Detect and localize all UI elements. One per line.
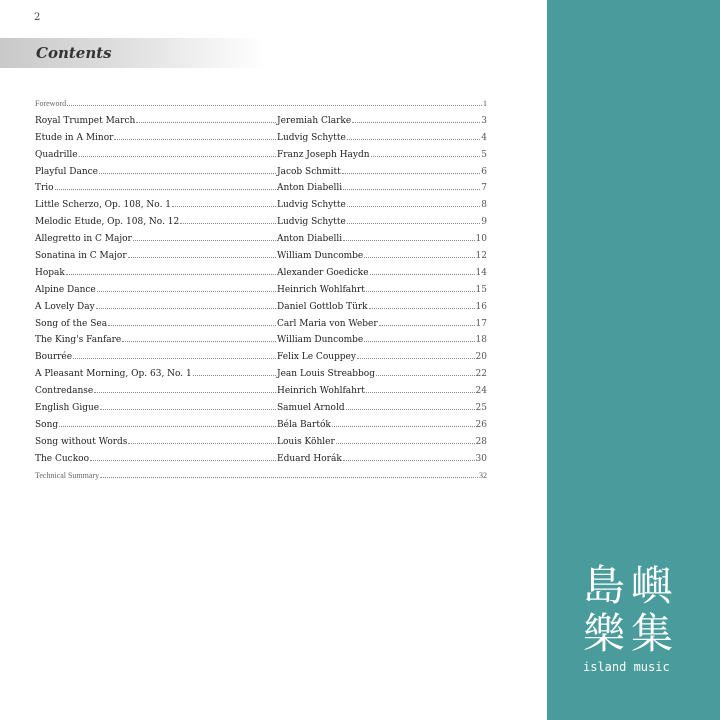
toc-title: A Lovely Day [35,301,95,312]
toc-title: Song of the Sea [35,318,108,329]
toc-composer: Franz Joseph Haydn [277,149,370,160]
toc-page: 22 [475,369,487,380]
toc-page: 24 [475,386,487,397]
toc-row[interactable] [35,164,487,181]
toc-page: 28 [475,436,487,447]
dot-leader [94,392,276,393]
toc-page: 17 [475,318,487,329]
toc-composer: Felix Le Couppey [277,352,356,363]
toc-title: Quadrille [35,149,78,160]
toc-composer: Eduard Horák [277,453,342,464]
toc-row[interactable] [35,265,487,282]
toc-row[interactable] [35,147,487,164]
dot-leader [364,341,474,342]
dot-leader [67,105,482,106]
toc-page: 12 [475,251,487,262]
toc-page: 1 [483,99,487,108]
logo-english: island music [583,660,670,674]
toc-composer: Anton Diabelli [277,183,343,194]
dot-leader [366,392,475,393]
toc-composer: Heinrich Wohlfahrt [277,386,365,397]
toc-page: 30 [475,453,487,464]
toc-composer: Carl Maria von Weber [277,318,378,329]
toc-row[interactable] [35,130,487,147]
toc-title: English Gigue [35,403,100,414]
toc-page: 6 [481,166,487,177]
toc-title: Melodic Etude, Op. 108, No. 12 [35,217,180,228]
toc-row[interactable] [35,434,487,451]
toc-composer: Ludvig Schytte [277,132,346,143]
toc-page: 15 [475,284,487,295]
dot-leader [96,308,276,309]
toc-title: Little Scherzo, Op. 108, No. 1 [35,200,172,211]
dot-leader [90,460,276,461]
dot-leader [128,257,276,258]
toc-composer: Daniel Gottlob Türk [277,301,368,312]
dot-leader [66,274,276,275]
toc-row[interactable] [35,282,487,299]
toc-composer: Heinrich Wohlfahrt [277,284,365,295]
dot-leader [343,240,474,241]
toc-row[interactable] [35,316,487,333]
toc-page: 25 [475,403,487,414]
dot-leader [347,206,481,207]
page-number: 2 [34,12,41,23]
dot-leader [379,325,475,326]
dot-leader [108,325,276,326]
toc-title: Alpine Dance [35,284,96,295]
toc-composer: Anton Diabelli [277,234,343,245]
toc-composer: Louis Köhler [277,436,335,447]
toc-page: 14 [475,267,487,278]
toc-row[interactable] [35,366,487,383]
toc-row[interactable] [35,383,487,400]
toc-row[interactable] [35,299,487,316]
toc-composer: Jeremiah Clarke [277,115,352,126]
dot-leader [99,173,276,174]
toc-title: Royal Trumpet March [35,115,136,126]
toc-composer: Alexander Goedicke [277,267,369,278]
dot-leader [128,443,276,444]
toc-row[interactable] [35,332,487,349]
dot-leader [369,308,475,309]
toc-title: Contredanse [35,386,94,397]
toc-title: The King's Fanfare [35,335,122,346]
dot-leader [180,223,276,224]
toc-composer: Ludvig Schytte [277,217,346,228]
toc-row[interactable] [35,180,487,197]
toc-row[interactable] [35,400,487,417]
toc-row-back[interactable] [35,468,487,485]
toc-page: 9 [481,217,487,228]
toc-row[interactable] [35,417,487,434]
dot-leader [366,291,475,292]
dot-leader [347,223,481,224]
toc-page: 3 [481,115,487,126]
toc-page: 4 [481,132,487,143]
dot-leader [100,477,478,478]
dot-leader [172,206,276,207]
toc-composer: William Duncombe [277,251,364,262]
toc-title: Song without Words [35,436,128,447]
logo-cjk-line2: 樂集 [583,609,680,658]
toc-composer: Ludvig Schytte [277,200,346,211]
toc-page: 10 [475,234,487,245]
toc-page: 26 [475,419,487,430]
island-music-logo [583,562,703,674]
dot-leader [364,257,474,258]
toc-title: Hopak [35,267,65,278]
toc-title: Sonatina in C Major [35,251,127,262]
toc-composer: William Duncombe [277,335,364,346]
toc-composer: Jean Louis Streabbog [277,369,375,380]
dot-leader [100,409,276,410]
toc-composer: Jacob Schmitt [277,166,341,177]
toc-title: Allegretto in C Major [35,234,132,245]
table-of-contents [35,96,487,484]
dot-leader [133,240,276,241]
toc-row[interactable] [35,451,487,468]
toc-page: 32 [479,470,487,480]
dot-leader [122,341,276,342]
toc-page: 8 [481,200,487,211]
dot-leader [343,460,475,461]
toc-row[interactable] [35,349,487,366]
toc-title: Song [35,419,59,430]
toc-composer: Samuel Arnold [277,403,345,414]
toc-title: Foreword [35,99,67,108]
dot-leader [55,189,276,190]
dot-leader [114,139,276,140]
dot-leader [357,358,475,359]
dot-leader [73,358,276,359]
toc-title: The Cuckoo [35,453,89,464]
dot-leader [352,122,480,123]
dot-leader [193,375,276,376]
toc-row[interactable] [35,113,487,130]
toc-row[interactable] [35,248,487,265]
dot-leader [370,274,475,275]
logo-cjk-line1: 島嶼 [583,561,680,610]
toc-composer: Béla Bartók [277,419,331,430]
toc-row[interactable] [35,231,487,248]
dot-leader [136,122,276,123]
dot-leader [376,375,475,376]
toc-page: 7 [481,183,487,194]
toc-page: 5 [481,149,487,160]
dot-leader [336,443,475,444]
toc-title: Trio [35,183,54,194]
toc-title: Technical Summary [35,470,100,480]
dot-leader [342,173,481,174]
toc-page: 18 [475,335,487,346]
toc-title: Playful Dance [35,166,98,177]
toc-page: 16 [475,301,487,312]
dot-leader [79,156,276,157]
toc-row[interactable] [35,214,487,231]
page-title: Contents [36,44,112,62]
dot-leader [347,139,481,140]
toc-page: 20 [475,352,487,363]
dot-leader [332,426,475,427]
dot-leader [59,426,276,427]
dot-leader [346,409,475,410]
dot-leader [343,189,480,190]
toc-title: Bourrée [35,352,73,363]
dot-leader [97,291,276,292]
toc-row[interactable] [35,197,487,214]
dot-leader [371,156,481,157]
toc-title: A Pleasant Morning, Op. 63, No. 1 [35,369,192,380]
toc-row-front[interactable] [35,96,487,113]
toc-title: Etude in A Minor [35,132,114,143]
